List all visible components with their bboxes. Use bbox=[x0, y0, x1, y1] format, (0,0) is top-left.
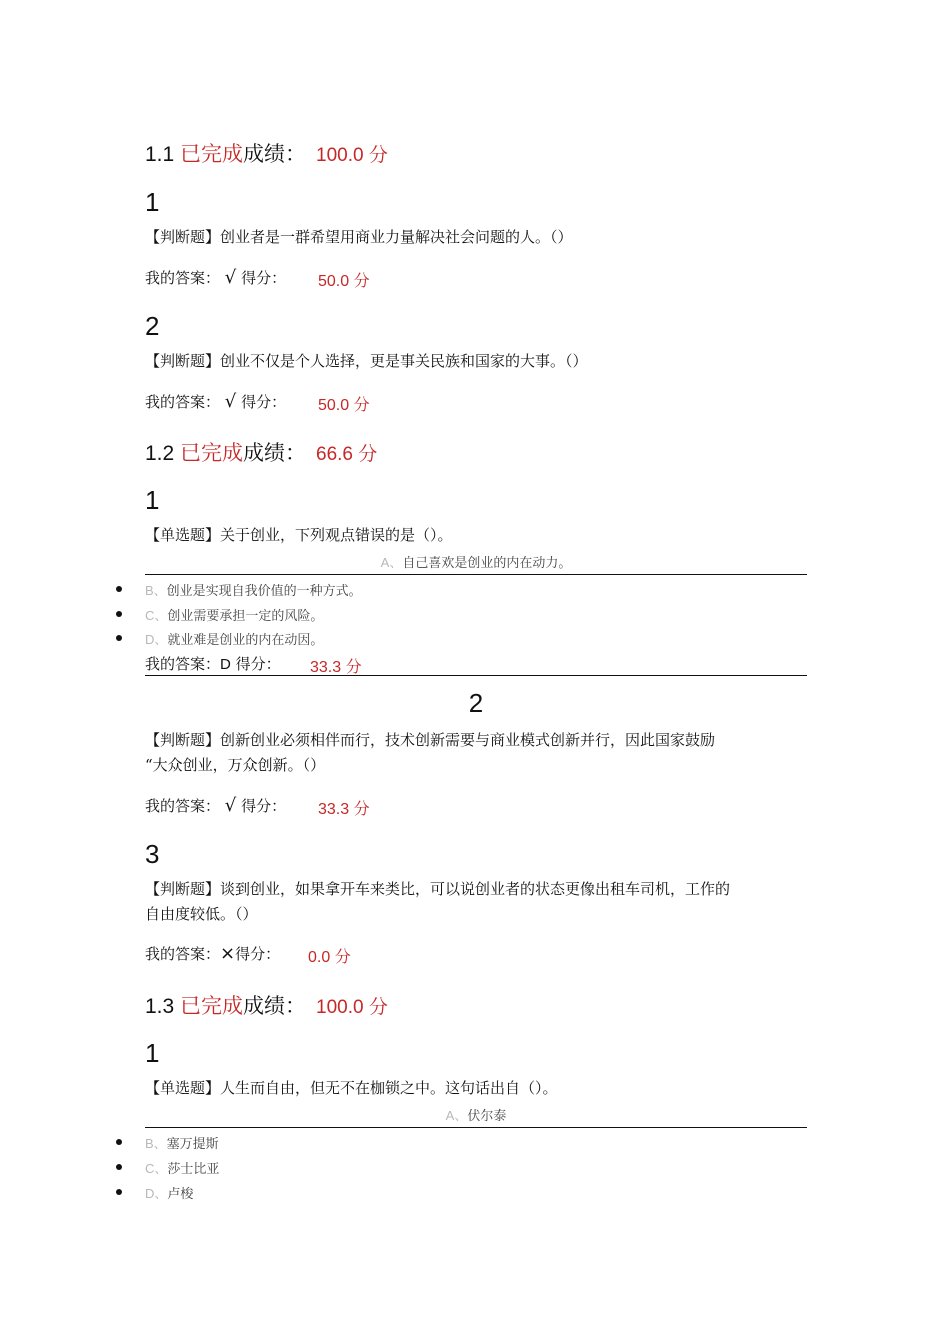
question-stem-cont: 自由度较低。（） bbox=[145, 905, 258, 923]
score-label: 得分： bbox=[235, 655, 281, 673]
answer-label: 我的答案： bbox=[145, 393, 221, 411]
option-a bbox=[145, 1105, 807, 1124]
answer-row bbox=[145, 267, 286, 288]
question-text bbox=[145, 225, 807, 250]
bullet-icon bbox=[116, 1139, 122, 1145]
question-stem: 创业不仅是个人选择，更是事关民族和国家的大事。（） bbox=[220, 352, 588, 370]
answer-label: 我的答案： bbox=[145, 655, 221, 673]
bullet-icon bbox=[116, 586, 122, 592]
section-number: 1.3 bbox=[145, 995, 175, 1018]
question-number: 2 bbox=[468, 688, 484, 718]
question-type: 【判断题】 bbox=[145, 228, 221, 246]
answer-row bbox=[145, 795, 286, 816]
section-header bbox=[145, 437, 306, 467]
option-text: 莎士比亚 bbox=[167, 1162, 220, 1177]
bullet-icon bbox=[116, 1164, 122, 1170]
option-letter: B、 bbox=[145, 1136, 167, 1151]
score-label: 得分： bbox=[241, 393, 287, 411]
question-number: 1 bbox=[145, 485, 160, 515]
question-score: 50.0 分 bbox=[318, 397, 370, 414]
question-type: 【判断题】 bbox=[145, 880, 221, 898]
score-label: 得分： bbox=[235, 945, 281, 963]
question-text bbox=[145, 523, 807, 548]
option-letter: A、 bbox=[445, 1108, 468, 1123]
option-text: 创业是实现自我价值的一种方式。 bbox=[166, 584, 362, 599]
section-number: 1.1 bbox=[145, 143, 175, 166]
answer-value: D bbox=[220, 656, 231, 673]
question-score: 0.0 分 bbox=[308, 949, 351, 966]
score-label: 得分： bbox=[241, 797, 287, 815]
question-score: 33.3 分 bbox=[318, 801, 370, 818]
check-mark-icon: √ bbox=[224, 795, 237, 816]
question-number: 3 bbox=[145, 839, 160, 869]
answer-label: 我的答案： bbox=[145, 945, 221, 963]
option-letter: D、 bbox=[145, 632, 168, 647]
option-text: 卢梭 bbox=[167, 1187, 194, 1202]
question-stem: 关于创业，下列观点错误的是（）。 bbox=[220, 526, 453, 544]
question-type: 【判断题】 bbox=[145, 731, 221, 749]
answer-row bbox=[145, 943, 280, 964]
bullet-icon bbox=[116, 635, 122, 641]
question-score: 50.0 分 bbox=[318, 273, 370, 290]
question-number: 2 bbox=[145, 311, 160, 341]
option-text: 塞万提斯 bbox=[166, 1137, 219, 1152]
section-score-label: 成绩： bbox=[243, 143, 307, 166]
option-b bbox=[145, 1133, 219, 1152]
section-header bbox=[145, 990, 306, 1020]
score-label: 得分： bbox=[241, 269, 287, 287]
option-d bbox=[145, 1183, 193, 1202]
section-score: 66.6 分 bbox=[316, 444, 378, 465]
option-c bbox=[145, 605, 323, 624]
section-score-label: 成绩： bbox=[243, 442, 307, 465]
section-number: 1.2 bbox=[145, 442, 175, 465]
check-mark-icon: √ bbox=[224, 267, 237, 288]
question-score: 33.3 分 bbox=[310, 659, 362, 676]
section-status: 已完成 bbox=[180, 995, 244, 1018]
section-status: 已完成 bbox=[180, 442, 244, 465]
cross-mark-icon: × bbox=[220, 943, 236, 964]
section-header bbox=[145, 138, 306, 168]
section-score-label: 成绩： bbox=[243, 995, 307, 1018]
option-letter: C、 bbox=[145, 1161, 168, 1176]
bullet-icon bbox=[116, 1189, 122, 1195]
bullet-icon bbox=[116, 611, 122, 617]
question-number: 1 bbox=[145, 187, 160, 217]
option-a bbox=[145, 552, 807, 571]
option-d bbox=[145, 629, 323, 648]
answer-label: 我的答案： bbox=[145, 797, 221, 815]
option-b bbox=[145, 580, 362, 599]
divider bbox=[145, 675, 807, 676]
answer-row bbox=[145, 391, 286, 412]
option-text: 创业需要承担一定的风险。 bbox=[167, 609, 324, 624]
question-text bbox=[145, 1076, 807, 1101]
option-text: 自己喜欢是创业的内在动力。 bbox=[402, 556, 572, 571]
question-stem-cont: “大众创业，万众创新。（） bbox=[145, 756, 326, 774]
section-status: 已完成 bbox=[180, 143, 244, 166]
question-stem: 创业者是一群希望用商业力量解决社会问题的人。（） bbox=[220, 228, 573, 246]
section-score: 100.0 分 bbox=[316, 997, 388, 1018]
question-type: 【单选题】 bbox=[145, 1079, 221, 1097]
option-text: 伏尔泰 bbox=[467, 1109, 507, 1124]
question-text bbox=[145, 728, 807, 778]
question-stem: 谈到创业，如果拿开车来类比，可以说创业者的状态更像出租车司机，工作的 bbox=[220, 880, 731, 898]
option-letter: A、 bbox=[380, 555, 403, 570]
option-text: 就业难是创业的内在动因。 bbox=[167, 633, 324, 648]
question-type: 【单选题】 bbox=[145, 526, 221, 544]
question-text bbox=[145, 877, 807, 927]
option-letter: D、 bbox=[145, 1186, 168, 1201]
question-number: 1 bbox=[145, 1038, 160, 1068]
question-text bbox=[145, 349, 807, 374]
answer-row bbox=[145, 653, 281, 674]
section-score: 100.0 分 bbox=[316, 145, 388, 166]
option-letter: C、 bbox=[145, 608, 168, 623]
question-stem: 人生而自由，但无不在枷锁之中。这句话出自（）。 bbox=[220, 1079, 558, 1097]
check-mark-icon: √ bbox=[224, 391, 237, 412]
question-stem: 创新创业必须相伴而行，技术创新需要与商业模式创新并行，因此国家鼓励 bbox=[220, 731, 716, 749]
option-letter: B、 bbox=[145, 583, 167, 598]
answer-label: 我的答案： bbox=[145, 269, 221, 287]
divider bbox=[145, 574, 807, 575]
option-c bbox=[145, 1158, 219, 1177]
question-type: 【判断题】 bbox=[145, 352, 221, 370]
divider bbox=[145, 1127, 807, 1128]
